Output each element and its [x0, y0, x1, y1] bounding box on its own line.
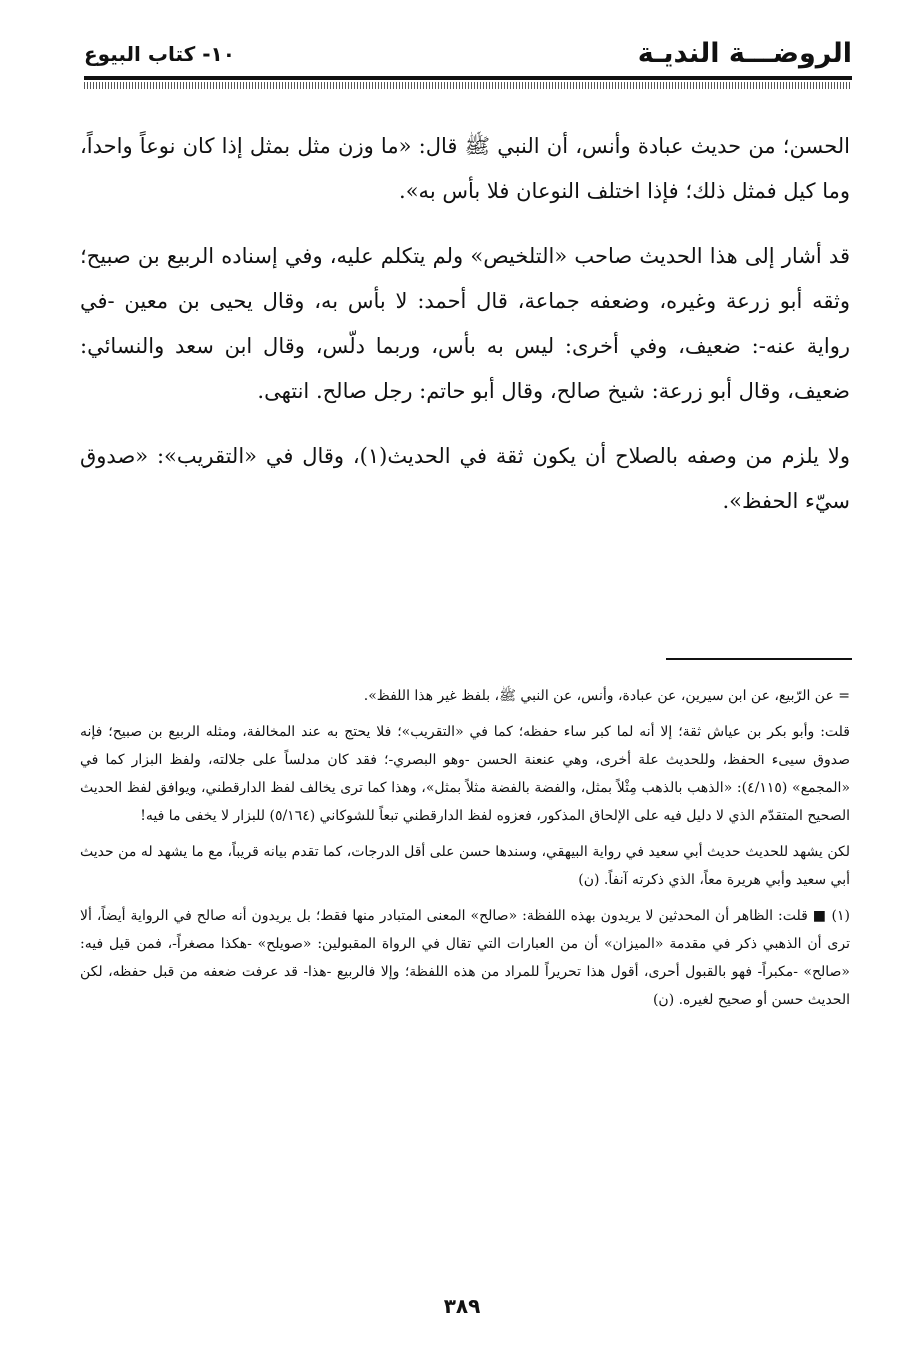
main-paragraph: الحسن؛ من حديث عبادة وأنس، أن النبي ﷺ قال: «ما وزن مثل بمثل إذا كان نوعاً واحداً، وما كيل فمثل ذلك؛ فإذا اختلف النوعان فلا بأس به».: [80, 134, 850, 203]
footnote-paragraph: لكن يشهد للحديث حديث أبي سعيد في رواية البيهقي، وسندها حسن على أقل الدرجات، كما تقدم بيانه قريباً، مع ما يشهد له من حديث أبي سعيد وأبي هريرة معاً، الذي ذكرته آنفاً. (ن): [80, 844, 850, 888]
footnote-paragraph: = عن الرّبيع، عن ابن سيرين، عن عبادة، وأنس، عن النبي ﷺ، بلفظ غير هذا اللفظ».: [363, 688, 850, 704]
footnote-paragraph: (١) ■ قلت: الظاهر أن المحدثين لا يريدون بهذه اللفظة: «صالح» المعنى المتبادر منها فقط؛ بل يريدون أنه صالح في الرواية أيضاً، ألا ترى أن الذهبي ذكر في مقدمة «الميزان» أن من العبارات التي تقال في الرواة المقبولين: «صويلح» -هكذا مصغراً-، فمن قيل فيه: «صالح» -مكبراً- فهو بالقبول أحرى، أقول هذا تحريراً للمراد من هذه اللفظة؛ وإلا فالربيع -هذا- قد عرفت ضعفه من قبل حفظه، لكن الحديث حسن أو صحيح لغيره. (ن): [80, 908, 850, 1008]
chapter-title: ١٠- كتاب البيوع: [84, 42, 235, 66]
footnote-paragraph: قلت: وأبو بكر بن عياش ثقة؛ إلا أنه لما كبر ساء حفظه؛ كما في «التقريب»؛ فلا يحتج به عند المخالفة، ومثله الربيع بن صبيح؛ فإنه صدوق سيىء الحفظ، وللحديث علة أخرى، وهي عنعنة الحسن -وهو البصري-؛ فقد كان مدلساً على جلالته، ولفظ البزار كما في «المجمع» (٤/١١٥): «الذهب بالذهب مِثْلاً بمثل، والفضة بالفضة مثلاً بمثل»، وهذا كما ترى يخالف لفظ الدارقطني، ويوافق لفظ الحديث الصحيح المتقدّم الذي لا دليل فيه على الإلحاق المذكور، فعزوه لفظ الدارقطني تبعاً للشوكاني (٥/١٦٤) للبزار لا يخفى ما فيه!: [80, 724, 851, 824]
running-header: [84, 32, 852, 92]
main-paragraph: ولا يلزم من وصفه بالصلاح أن يكون ثقة في الحديث(١)، وقال في «التقريب»: «صدوق سيّء الحفظ».: [80, 444, 850, 513]
header-rule: [84, 76, 852, 80]
main-paragraph: قد أشار إلى هذا الحديث صاحب «التلخيص» ولم يتكلم عليه، وفي إسناده الربيع بن صبيح؛ وثقه أبو زرعة وغيره، وضعفه جماعة، قال أحمد: لا بأس به، وقال يحيى بن معين -في رواية عنه-: ضعيف، وفي أخرى: ليس به بأس، وربما دلّس، وقال ابن سعد والنسائي: ضعيف، وقال أبو زرعة: شيخ صالح، وقال أبو حاتم: رجل صالح. انتهى.: [80, 244, 850, 403]
book-title: الروضـــة النديـة: [637, 38, 852, 69]
main-text: [80, 124, 850, 544]
header-hatched-rule: [84, 82, 852, 89]
footnote-separator: [666, 658, 852, 660]
page-number: ٣٨٩: [443, 1294, 481, 1318]
footnotes: [80, 682, 850, 1022]
